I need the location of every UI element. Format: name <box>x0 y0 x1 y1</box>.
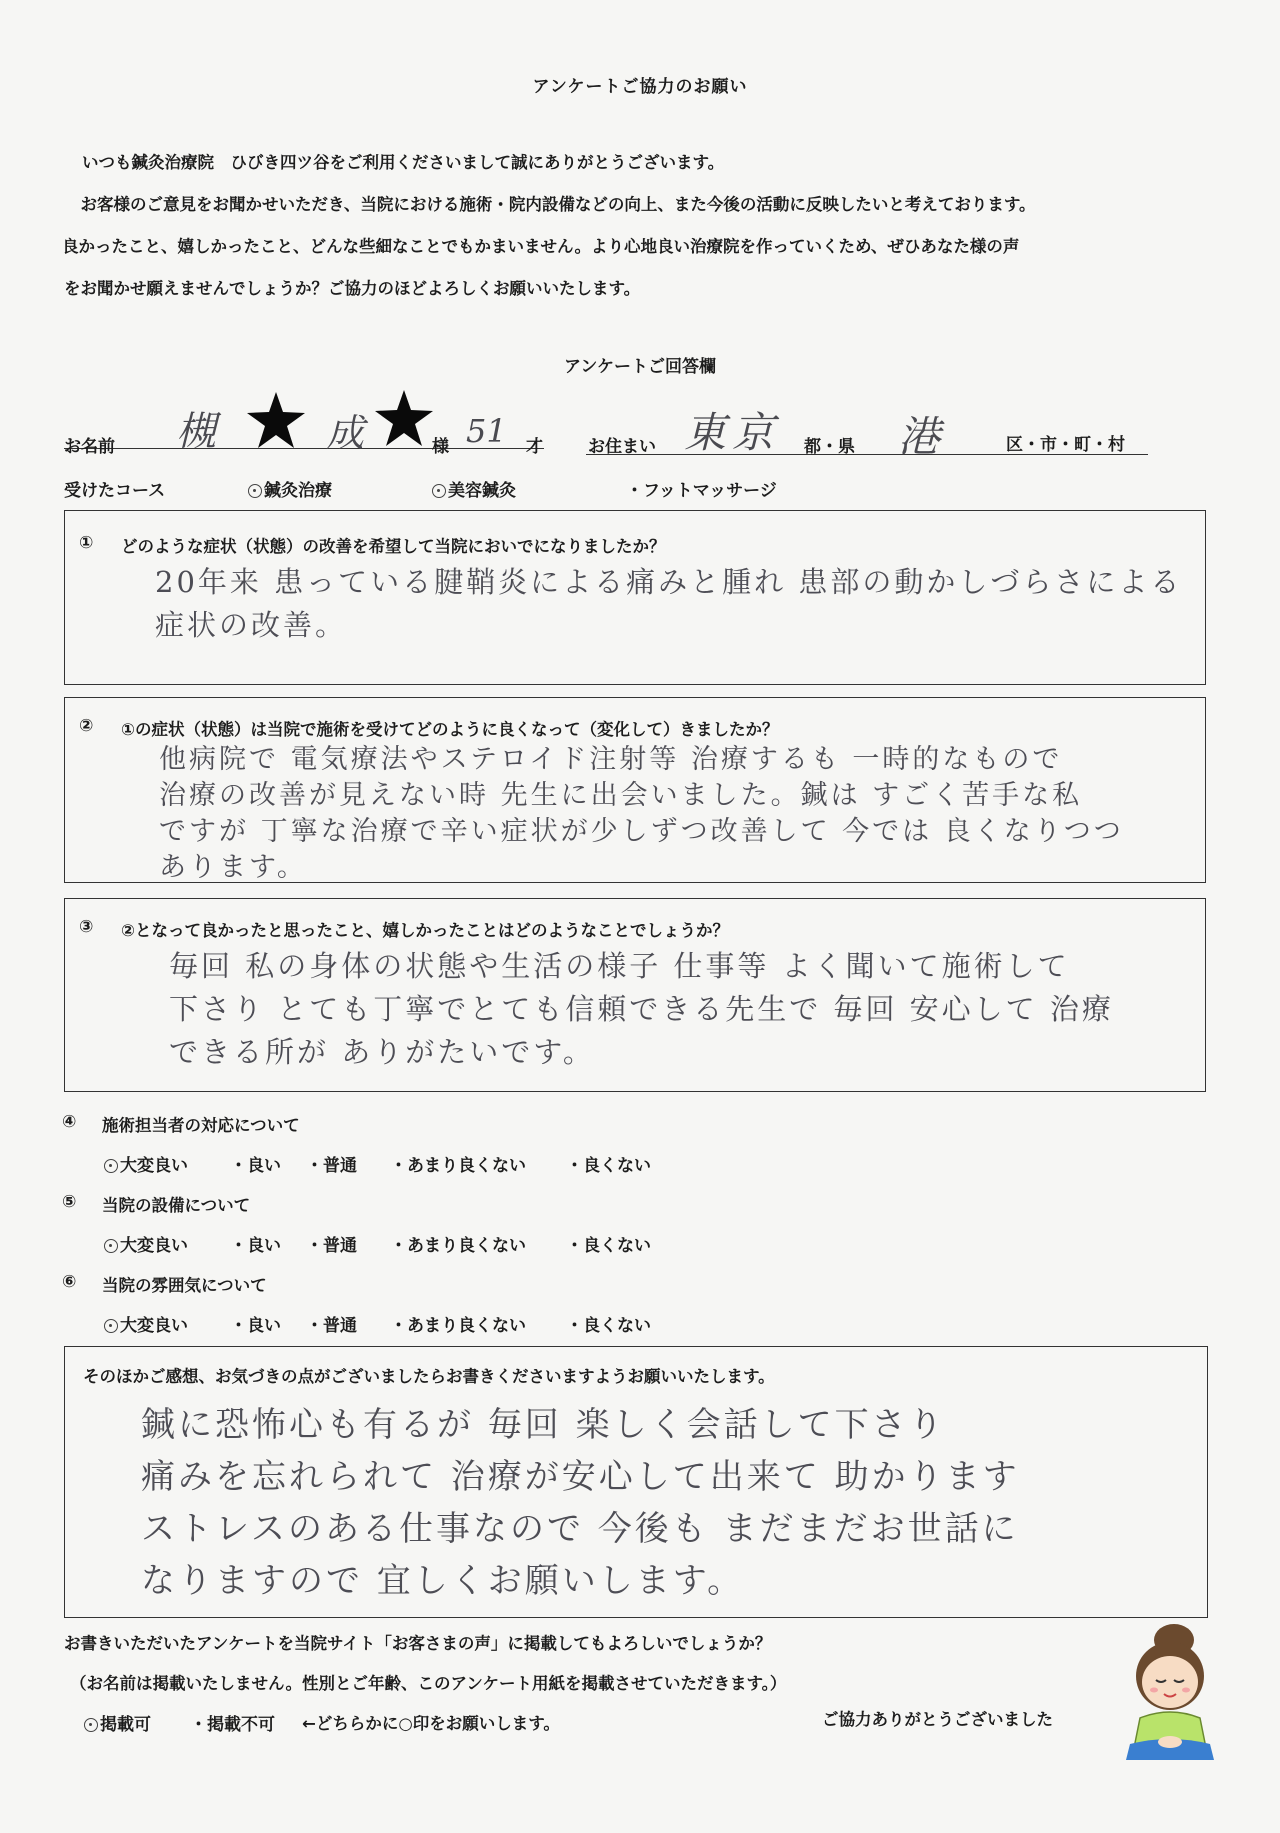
name-label: お名前 <box>64 437 115 457</box>
question-number: ② <box>79 716 94 736</box>
intro-line-2: お客様のご意見をお聞かせいただき、当院における施術・院内設備などの向上、また今後の活動に反映したいと考えております。 <box>64 195 1036 214</box>
footer-note: （お名前は掲載いたしません。性別とご年齢、このアンケート用紙を掲載させていただきます。） <box>70 1674 787 1693</box>
question-text: どのような症状（状態）の改善を希望して当院においでになりましたか？ <box>121 537 666 556</box>
rating-option[interactable]: ・普通 <box>306 1316 357 1336</box>
question-number: ③ <box>79 917 94 937</box>
rating-option[interactable]: ・良い <box>230 1236 281 1256</box>
answer-line: 鍼に恐怖心も有るが 毎回 楽しく会話して下さり <box>141 1405 946 1445</box>
selected-mark-icon <box>104 1319 118 1333</box>
course-option-label: 美容鍼灸 <box>448 481 516 501</box>
selected-mark-icon <box>432 484 446 498</box>
rating-question: 施術担当者の対応について <box>102 1116 300 1135</box>
course-option-foot[interactable] <box>626 476 777 501</box>
answer-section-title: アンケートご回答欄 <box>564 357 716 377</box>
answer-handwriting[interactable] <box>155 561 1195 647</box>
comments-box <box>64 1346 1208 1618</box>
question-box-1 <box>64 510 1206 685</box>
rating-option[interactable]: ・良くない <box>566 1156 651 1176</box>
selected-mark-icon <box>84 1718 98 1732</box>
question-number: ① <box>79 533 94 553</box>
course-option-acupuncture[interactable] <box>248 476 332 501</box>
rating-option-selected[interactable] <box>104 1311 188 1336</box>
footer-question: お書きいただいたアンケートを当院サイト「お客さまの声」に掲載してもよろしいでしょうか？ <box>64 1634 772 1653</box>
question-box-3 <box>64 898 1206 1092</box>
answer-line: 症状の改善。 <box>155 608 348 642</box>
rating-option-selected[interactable] <box>104 1231 188 1256</box>
course-label: 受けたコース <box>64 481 166 501</box>
question-text: ②となって良かったと思ったこと、嬉しかったことはどのようなことでしょうか？ <box>121 921 729 940</box>
option-label: 大変良い <box>120 1156 188 1176</box>
intro-line-4: をお聞かせ願えませんでしょうか？ご協力のほどよろしくお願いいたします。 <box>64 279 641 298</box>
name-value-first: 槻 <box>176 409 216 455</box>
selected-mark-icon <box>248 484 262 498</box>
age-value: 51 <box>466 412 507 450</box>
rating-option[interactable]: ・普通 <box>306 1156 357 1176</box>
rating-option[interactable]: ・良くない <box>566 1316 651 1336</box>
publish-instruction: ←どちらかに○印をお願いします。 <box>302 1714 560 1733</box>
option-label: 大変良い <box>120 1236 188 1256</box>
rating-number: ④ <box>62 1112 77 1132</box>
question-text: ①の症状（状態）は当院で施術を受けてどのように良くなって（変化して）きましたか？ <box>121 720 779 739</box>
intro-text <box>64 142 1224 310</box>
answer-line: 他病院で 電気療法やステロイド注射等 治療するも 一時的なもので <box>159 744 1063 775</box>
intro-line-1: いつも鍼灸治療院 ひびき四ツ谷をご利用くださいまして誠にありがとうございます。 <box>82 153 725 172</box>
publish-no-option[interactable]: ・掲載不可 <box>190 1715 275 1735</box>
answer-line: できる所が ありがたいです。 <box>169 1035 595 1069</box>
rating-option[interactable]: ・あまり良くない <box>390 1156 526 1176</box>
mascot-girl-icon <box>1116 1614 1224 1764</box>
rating-option[interactable]: ・良くない <box>566 1236 651 1256</box>
selected-mark-icon <box>104 1159 118 1173</box>
rating-question: 当院の雰囲気について <box>102 1276 267 1295</box>
rating-option-selected[interactable] <box>104 1151 188 1176</box>
answer-line: 毎回 私の身体の状態や生活の様子 仕事等 よく聞いて施術して <box>169 949 1070 983</box>
age-unit: 才 <box>526 437 543 457</box>
course-option-label: ・フットマッサージ <box>626 481 777 501</box>
answer-line: 治療の改善が見えない時 先生に出会いました。鍼は すごく苦手な私 <box>159 780 1083 811</box>
publish-yes-option[interactable] <box>84 1710 151 1735</box>
rating-number: ⑤ <box>62 1192 77 1212</box>
option-label: 掲載可 <box>100 1715 151 1735</box>
comments-prompt: そのほかご感想、お気づきの点がございましたらお書きくださいますようお願いいたします。 <box>83 1367 775 1386</box>
answer-line: 痛みを忘れられて 治療が安心して出来て 助かります <box>141 1457 1020 1497</box>
prefecture-suffix: 都・県 <box>804 437 855 457</box>
answer-line: ストレスのある仕事なので 今後も まだまだお世話に <box>141 1509 1019 1549</box>
rating-number: ⑥ <box>62 1272 77 1292</box>
rating-question: 当院の設備について <box>102 1196 251 1215</box>
course-option-label: 鍼灸治療 <box>264 481 332 501</box>
rating-option[interactable]: ・普通 <box>306 1236 357 1256</box>
address-label: お住まい <box>588 437 656 457</box>
city-suffix: 区・市・町・村 <box>1006 435 1125 455</box>
redaction-star-icon <box>374 390 434 446</box>
intro-line-3: 良かったこと、嬉しかったこと、どんな些細なことでもかまいません。より心地良い治療院を作っていくため、ぜひあなた様の声 <box>62 237 1020 256</box>
comments-handwriting[interactable] <box>141 1399 1191 1607</box>
answer-line: 下さり とても丁寧でとても信頼できる先生で 毎回 安心して 治療 <box>169 992 1114 1026</box>
question-box-2 <box>64 697 1206 883</box>
answer-line: ですが 丁寧な治療で辛い症状が少しずつ改善して 今では 良くなりつつ <box>159 816 1124 847</box>
thanks-text: ご協力ありがとうございました <box>822 1710 1053 1729</box>
honorific: 様 <box>432 437 449 457</box>
course-option-beauty[interactable] <box>432 476 516 501</box>
rating-option[interactable]: ・あまり良くない <box>390 1236 526 1256</box>
redaction-star-icon <box>246 392 306 448</box>
rating-option[interactable]: ・良い <box>230 1316 281 1336</box>
answer-line: 20年来 患っている腱鞘炎による痛みと腫れ 患部の動かしづらさによる <box>155 565 1183 599</box>
prefecture-value: 東京 <box>684 408 781 457</box>
rating-option[interactable]: ・あまり良くない <box>390 1316 526 1336</box>
answer-handwriting[interactable] <box>159 742 1199 886</box>
answer-handwriting[interactable] <box>169 945 1199 1074</box>
page-title: アンケートご協力のお願い <box>532 77 748 97</box>
answer-line: あります。 <box>159 852 307 883</box>
option-label: 大変良い <box>120 1316 188 1336</box>
name-value-second: 成 <box>326 411 365 455</box>
answer-line: なりますので 宜しくお願いします。 <box>141 1561 745 1601</box>
selected-mark-icon <box>104 1239 118 1253</box>
rating-option[interactable]: ・良い <box>230 1156 281 1176</box>
city-value: 港 <box>898 412 941 461</box>
